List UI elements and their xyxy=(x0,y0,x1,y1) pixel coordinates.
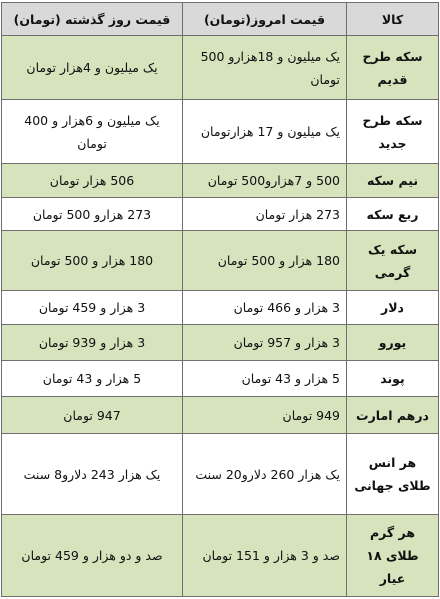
cell-item: سکه طرح قدیم xyxy=(347,36,439,100)
cell-item: نیم سکه xyxy=(347,164,439,198)
cell-today-price: یک میلیون و 17 هزارتومان xyxy=(183,100,347,164)
cell-item: سکه طرح جدید xyxy=(347,100,439,164)
table-row xyxy=(2,361,439,397)
cell-today-price: 500 و 7هزارو500 تومان xyxy=(183,164,347,198)
cell-item: یورو xyxy=(347,325,439,361)
price-table xyxy=(1,2,439,597)
cell-today-price: 949 تومان xyxy=(183,397,347,434)
price-table-container xyxy=(1,2,438,598)
cell-today-price: 5 هزار و 43 تومان xyxy=(183,361,347,397)
header-item: کالا xyxy=(347,3,439,36)
cell-yesterday-price: 3 هزار و 939 تومان xyxy=(2,325,183,361)
table-header-row xyxy=(2,3,439,36)
header-yesterday-price: قیمت روز گذشته (تومان) xyxy=(2,3,183,36)
table-row xyxy=(2,100,439,164)
table-row xyxy=(2,164,439,198)
cell-yesterday-price: 506 هزار تومان xyxy=(2,164,183,198)
cell-today-price: 273 هزار تومان xyxy=(183,198,347,231)
table-row xyxy=(2,291,439,325)
table-row xyxy=(2,515,439,597)
cell-item: ربع سکه xyxy=(347,198,439,231)
cell-item: هر گرم طلای ۱۸ عیار xyxy=(347,515,439,597)
cell-yesterday-price: یک میلیون و 6هزار و 400 تومان xyxy=(2,100,183,164)
cell-item: پوند xyxy=(347,361,439,397)
header-today-price: قیمت امروز(تومان) xyxy=(183,3,347,36)
cell-today-price: یک میلیون و 18هزارو 500 تومان xyxy=(183,36,347,100)
cell-yesterday-price: یک هزار 243 دلارو8 سنت xyxy=(2,434,183,515)
cell-yesterday-price: 5 هزار و 43 تومان xyxy=(2,361,183,397)
cell-yesterday-price: صد و دو هزار و 459 تومان xyxy=(2,515,183,597)
cell-item: هر انس طلای جهانی xyxy=(347,434,439,515)
table-row xyxy=(2,325,439,361)
cell-yesterday-price: 947 تومان xyxy=(2,397,183,434)
table-row xyxy=(2,397,439,434)
cell-yesterday-price: 273 هزارو 500 تومان xyxy=(2,198,183,231)
cell-yesterday-price: یک میلیون و 4هزار تومان xyxy=(2,36,183,100)
table-row xyxy=(2,36,439,100)
cell-item: دلار xyxy=(347,291,439,325)
cell-today-price: 180 هزار و 500 تومان xyxy=(183,231,347,291)
cell-today-price: 3 هزار و 957 تومان xyxy=(183,325,347,361)
cell-today-price: 3 هزار و 466 تومان xyxy=(183,291,347,325)
cell-item: سکه یک گرمی xyxy=(347,231,439,291)
cell-today-price: یک هزار 260 دلارو20 سنت xyxy=(183,434,347,515)
cell-today-price: صد و 3 هزار و 151 تومان xyxy=(183,515,347,597)
cell-yesterday-price: 180 هزار و 500 تومان xyxy=(2,231,183,291)
table-row xyxy=(2,198,439,231)
table-row xyxy=(2,434,439,515)
cell-item: درهم امارت xyxy=(347,397,439,434)
cell-yesterday-price: 3 هزار و 459 تومان xyxy=(2,291,183,325)
table-row xyxy=(2,231,439,291)
